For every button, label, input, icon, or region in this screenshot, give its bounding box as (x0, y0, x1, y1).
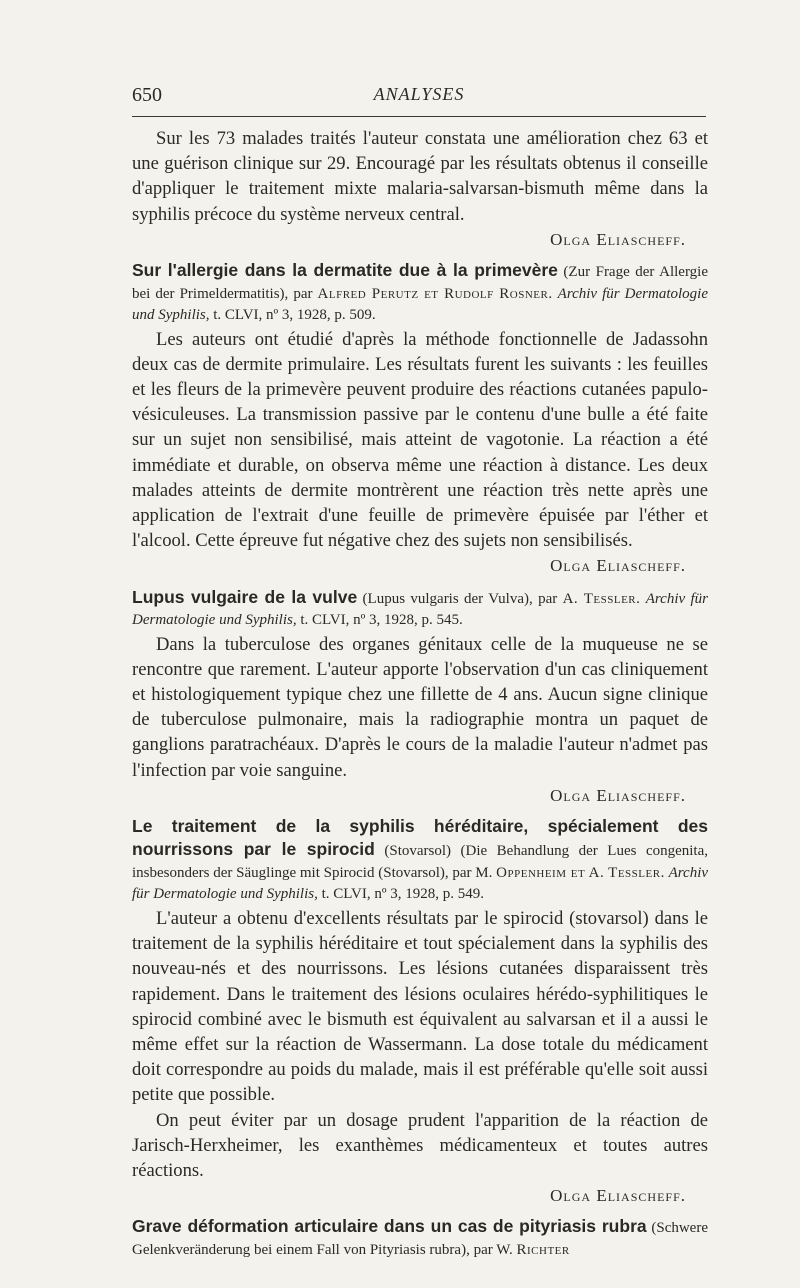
entry-journal: Archiv für Dermatologie und Syphilis, (132, 864, 709, 903)
running-title: ANALYSES (373, 84, 465, 104)
entry-paragraph: Dans la tuberculose des organes génitaux celle de la muqueuse ne se rencontre que rarement. L'auteur apporte l'observation d'un cas cliniquement et histologiquement typique chez une fillette de 4 ans. Aucun signe clinique de tuberculose pulmonaire, mais la radiographie montra un paquet de ganglions paratrachéaux. D'après le cours de la maladie l'auteur n'admet pas l'infection par voie sanguine. (132, 633, 708, 781)
entry-heading (132, 587, 708, 632)
signature: Olga Eliascheff. (550, 1186, 686, 1206)
signature: Olga Eliascheff. (550, 229, 686, 249)
intro-paragraph: Sur les 73 malades traités l'auteur constata une amélioration chez 63 et une guérison clinique sur 29. Encouragé par les résultats obtenus il conseille d'appliquer le traitement mixte malaria-salvarsan-bismuth même dans la syphilis précoce du système nerveux central. (132, 128, 708, 225)
review-entry (132, 816, 708, 1208)
review-entry (132, 587, 708, 808)
entry-reference: t. CLVI, nº 3, 1928, p. 549. (321, 886, 485, 903)
page-number: 650 (132, 84, 162, 106)
entry-paragraph: On peut éviter par un dosage prudent l'apparition de la réaction de Jarisch-Herxheimer, les exanthèmes médicamenteux et toutes autres réactions. (132, 1109, 708, 1181)
entry-reference: t. CLVI, nº 3, 1928, p. 545. (300, 612, 463, 629)
signature: Olga Eliascheff. (550, 785, 686, 805)
page-body (132, 126, 708, 1261)
entry-title: Lupus vulgaire de la vulve (132, 586, 358, 607)
entry-title: Le traitement de la syphilis héréditaire, spécialement des nourrissons par le spirocid (132, 815, 708, 860)
entry-journal: Archiv für Dermatologie und Syphilis, (132, 285, 708, 324)
entry-subtitle: (Stovarsol) (Die Behandlung der Lues congenita, insbesonders der Säuglinge mit Spirocid (Stovarsol), par M. (132, 843, 709, 881)
entry-journal: Archiv für Dermatologie und Syphilis, (132, 590, 709, 629)
entry-subtitle: (Lupus vulgaris der Vulva), par (362, 590, 558, 607)
entry-authors: Alfred Perutz et Rudolf Rosner. (317, 285, 553, 302)
signature: Olga Eliascheff. (550, 556, 686, 576)
entry-reference: t. CLVI, nº 3, 1928, p. 509. (213, 307, 376, 324)
entry-subtitle: (Zur Frage der Allergie bei der Primeldermatitis), par (132, 264, 708, 302)
entry-heading (132, 816, 708, 906)
entry-authors: Oppenheim et A. Tessler. (496, 864, 665, 881)
entry-heading (132, 260, 708, 327)
page-header (132, 84, 706, 114)
entry-title: Sur l'allergie dans la dermatite due à la primevère (132, 260, 558, 281)
entry-heading (132, 1216, 708, 1261)
entry-subtitle: (Schwere Gelenkveränderung bei einem Fall von Pityriasis rubra), par W. (132, 1220, 708, 1258)
entry-paragraph: L'auteur a obtenu d'excellents résultats par le spirocid (stovarsol) dans le traitement de la syphilis héréditaire et tout spécialement dans la syphilis des nouveau-nés et des nourrissons. Les lésions cutanées disparaissent très rapidement. Dans le traitement des lésions oculaires hérédo-syphilitiques le spirocid combiné avec le bismuth est équivalent au salvarsan et il a aussi le même effet sur la réaction de Wassermann. La dose totale du médicament doit correspondre au poids du malade, mais il est préférable qu'elle soit aussi petite que possible. (132, 907, 708, 1106)
entry-title: Grave déformation articulaire dans un cas de pityriasis rubra (132, 1216, 647, 1237)
entry-authors: A. Tessler. (562, 590, 641, 607)
review-entry (132, 1216, 708, 1261)
entry-paragraph: Les auteurs ont étudié d'après la méthode fonctionnelle de Jadassohn deux cas de dermite primulaire. Les résultats furent les suivants : les feuilles et les fleurs de la primevère peuvent produire des réactions cutanées papulo-vésiculeuses. La transmission passive par le contenu d'une bulle a été faite sur un sujet non sensibilisé, mais atteint de vagotonie. La réaction a été immédiate et durable, on observa même une réaction à distance. Les deux malades atteints de dermite montrèrent une réaction très nette après une application de l'extrait d'une feuille de primevère épuisée par l'éther et l'alcool. Cette épreuve fut négative chez des sujets non sensibilisés. (132, 328, 708, 552)
review-entry (132, 260, 708, 579)
entry-authors: Richter (516, 1241, 570, 1258)
header-rule (132, 116, 706, 117)
